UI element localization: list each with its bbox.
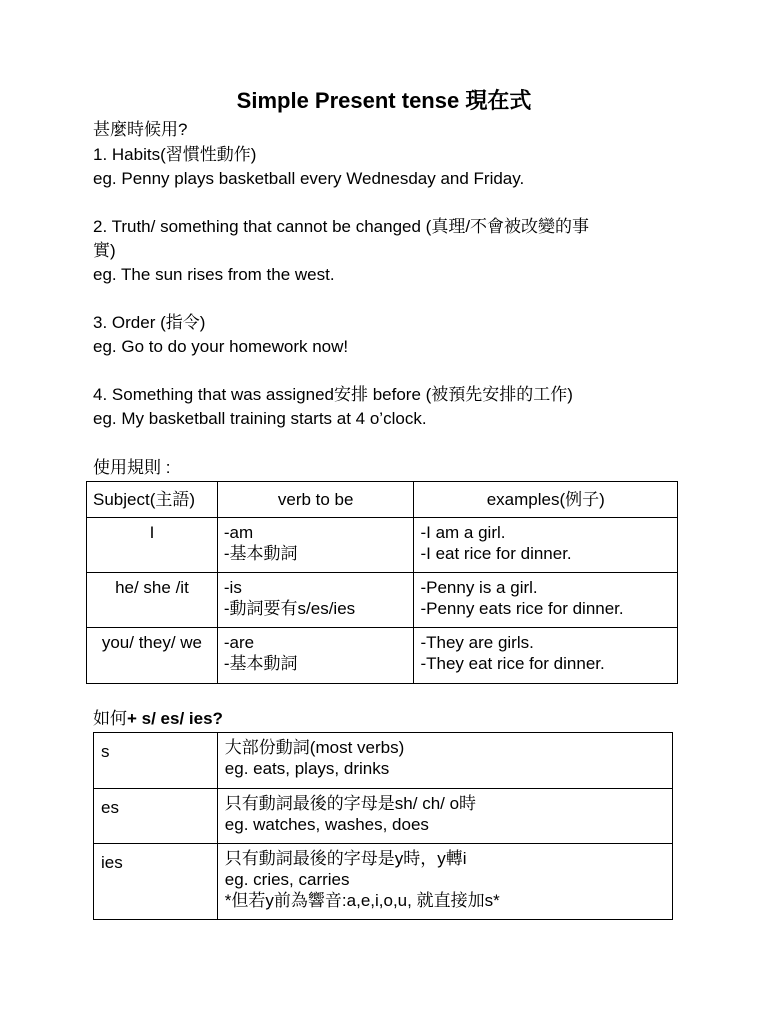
header-subject: Subject(主語) <box>87 482 218 518</box>
suffix-heading-cn: 如何 <box>93 709 127 728</box>
suffix-cell: ies <box>94 844 218 920</box>
suffix-cell: es <box>94 789 218 844</box>
table-row <box>94 844 673 920</box>
rule-line: eg. eats, plays, drinks <box>224 759 390 778</box>
verb-line: -動詞要有s/es/ies <box>223 599 356 618</box>
rules-heading: 使用規則 : <box>93 458 171 477</box>
use-4-example: eg. My basketball training starts at 4 o’clock. <box>93 409 427 428</box>
verb-cell <box>217 573 414 628</box>
when-heading: 甚麼時候用? <box>93 120 188 139</box>
subject-cell: I <box>87 518 218 573</box>
suffix-table <box>93 732 673 920</box>
rule-line: *但若y前為響音:a,e,i,o,u, 就直接加s* <box>224 891 500 910</box>
verb-line: -基本動詞 <box>223 654 298 673</box>
rule-cell <box>217 789 672 844</box>
verb-line: -基本動詞 <box>223 544 298 563</box>
table-row <box>87 628 678 684</box>
rule-line: 大部份動詞(most verbs) <box>224 738 405 757</box>
suffix-cell: s <box>94 733 218 789</box>
example-line: -They eat rice for dinner. <box>420 654 605 673</box>
example-line: -I eat rice for dinner. <box>420 544 572 563</box>
suffix-heading <box>93 707 223 731</box>
use-1-label: 1. Habits(習慣性動作) <box>93 145 257 164</box>
header-examples: examples(例子) <box>414 482 678 518</box>
verb-line: -is <box>223 578 242 597</box>
example-cell <box>414 518 678 573</box>
rule-cell <box>217 844 672 920</box>
verb-line: -are <box>223 633 255 652</box>
example-line: -They are girls. <box>420 633 534 652</box>
use-2-label-continued: 實) <box>93 241 116 260</box>
use-3-label: 3. Order (指令) <box>93 313 206 332</box>
suffix-heading-en: + s/ es/ ies? <box>127 709 223 728</box>
verb-cell <box>217 518 414 573</box>
table-row <box>94 789 673 844</box>
table-row <box>94 733 673 789</box>
use-4-label: 4. Something that was assigned安排 before (被預先安排的工作) <box>93 385 573 404</box>
rule-line: eg. watches, washes, does <box>224 815 429 834</box>
use-2-example: eg. The sun rises from the west. <box>93 265 335 284</box>
example-cell <box>414 628 678 684</box>
table-row <box>87 518 678 573</box>
example-line: -Penny eats rice for dinner. <box>420 599 624 618</box>
rule-line: eg. cries, carries <box>224 870 350 889</box>
verb-line: -am <box>223 523 254 542</box>
use-2-label: 2. Truth/ something that cannot be changed (真理/不會被改變的事 <box>93 217 590 236</box>
use-1-example: eg. Penny plays basketball every Wednesday and Friday. <box>93 169 525 188</box>
rules-table <box>86 481 678 684</box>
example-line: -I am a girl. <box>420 523 506 542</box>
rules-table-header-row <box>87 482 678 518</box>
page-title: Simple Present tense 現在式 <box>236 88 532 113</box>
subject-cell: he/ she /it <box>87 573 218 628</box>
use-3-example: eg. Go to do your homework now! <box>93 337 349 356</box>
header-verb: verb to be <box>217 482 414 518</box>
rule-cell <box>217 733 672 789</box>
table-row <box>87 573 678 628</box>
verb-cell <box>217 628 414 684</box>
rule-line: 只有動詞最後的字母是y時，y轉i <box>224 849 467 868</box>
example-cell <box>414 573 678 628</box>
subject-cell: you/ they/ we <box>87 628 218 684</box>
rule-line: 只有動詞最後的字母是sh/ ch/ o時 <box>224 794 477 813</box>
example-line: -Penny is a girl. <box>420 578 538 597</box>
